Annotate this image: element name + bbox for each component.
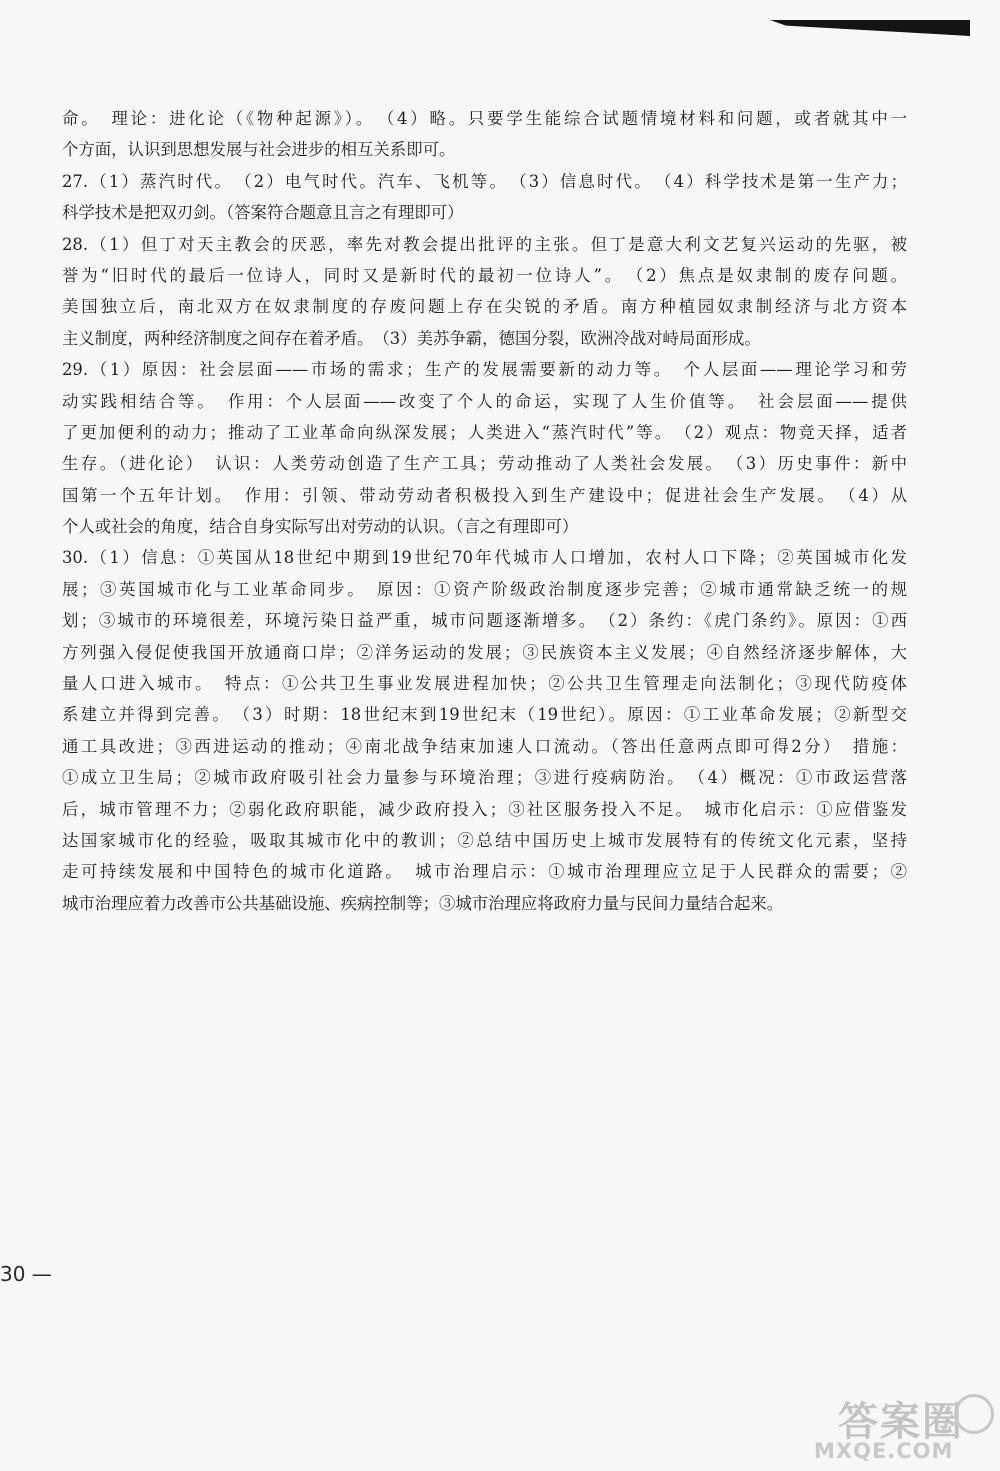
text-line: 展；③英国城市化与工业革命同步。 原因：①资产阶级政治制度逐步完善；②城市通常缺乏统一的规 [62,579,907,599]
watermark-logo [810,1390,1000,1471]
text-line: 国第一个五年计划。 作用：引领、带动劳动者积极投入到生产建设中；促进社会生产发展。 （4）从 [62,485,907,505]
text-line: 30.（1）信息：①英国从18世纪中期到19世纪70年代城市人口增加，农村人口下降；②英国城市化发 [62,548,907,568]
text-line: 动实践相结合等。 作用：个人层面——改变了个人的命运，实现了人生价值等。 社会层面——提供 [62,391,907,411]
text-line: 达国家城市化的经验，吸取其城市化中的教训；②总结中国历史上城市发展特有的传统文化元素，坚持 [62,830,907,850]
text-line: 29.（1）原因：社会层面——市场的需求；生产的发展需要新的动力等。 个人层面——理论学习和劳 [62,360,907,380]
watermark-url: MXQE.COM [814,1439,954,1463]
text-line: 城市治理应着力改善市公共基础设施、疾病控制等；③城市治理应将政府力量与民间力量结合起来。 [62,893,784,913]
text-line: 誉为“旧时代的最后一位诗人，同时又是新时代的最初一位诗人”。 （2）焦点是奴隶制的废存问题。 [62,265,907,285]
answer-text [62,103,907,919]
header-rule [770,20,970,36]
text-line: ①成立卫生局；②城市政府吸引社会力量参与环境治理；③进行疫病防治。 （4）概况：①市政运营落 [62,768,907,788]
text-line: 个方面，认识到思想发展与社会进步的相互关系即可。 [62,140,456,160]
text-line: 方列强入侵促使我国开放通商口岸；②洋务运动的发展；③民族资本主义发展；④自然经济逐步解体，大 [62,642,907,662]
text-line: 量人口进入城市。 特点：①公共卫生事业发展进程加快；②公共卫生管理走向法制化；③现代防疫体 [62,674,907,694]
text-line: 27.（1）蒸汽时代。 （2）电气时代。汽车、飞机等。 （3）信息时代。 （4）科学技术是第一生产力； [62,171,907,191]
text-line: 系建立并得到完善。 （3）时期：18世纪末到19世纪末（19世纪）。原因：①工业革命发展；②新型交 [62,705,907,725]
text-line: 美国独立后，南北双方在奴隶制度的存废问题上存在尖锐的矛盾。南方种植园奴隶制经济与北方资本 [62,297,907,317]
text-line: 个人或社会的角度，结合自身实际写出对劳动的认识。（言之有理即可） [62,517,579,537]
watermark-title: 答案圈 [838,1399,964,1445]
text-line: 命。 理论：进化论（《物种起源》）。 （4）略。只要学生能综合试题情境材料和问题，或者就其中一 [62,109,907,128]
page-number: 30 — [0,1262,52,1286]
text-line: 走可持续发展和中国特色的城市化道路。 城市治理启示：①城市治理理应立足于人民群众的需要；② [62,862,907,882]
text-line: 28.（1）但丁对天主教会的厌恶，率先对教会提出批评的主张。但丁是意大利文艺复兴运动的先驱，被 [62,234,907,254]
watermark-badge-icon [954,1394,994,1434]
text-line: 了更加便利的动力；推动了工业革命向纵深发展；人类进入“蒸汽时代”等。 （2）观点：物竞天择，适者 [62,422,907,442]
text-line: 划；③城市的环境很差，环境污染日益严重，城市问题逐渐增多。 （2）条约：《虎门条约》。原因：①西 [62,611,907,631]
text-line: 主义制度，两种经济制度之间存在着矛盾。 （3）美苏争霸，德国分裂，欧洲冷战对峙局面形成。 [62,328,761,348]
text-line: 通工具改进；③西进运动的推动；④南北战争结束加速人口流动。（答出任意两点即可得2分） 措施： [62,736,907,756]
text-line: 科学技术是把双刃剑。（答案符合题意且言之有理即可） [62,203,464,223]
text-line: 后，城市管理不力；②弱化政府职能，减少政府投入；③社区服务投入不足。 城市化启示：①应借鉴发 [62,799,907,819]
text-line: 生存。（进化论） 认识：人类劳动创造了生产工具；劳动推动了人类社会发展。 （3）历史事件：新中 [62,454,907,474]
